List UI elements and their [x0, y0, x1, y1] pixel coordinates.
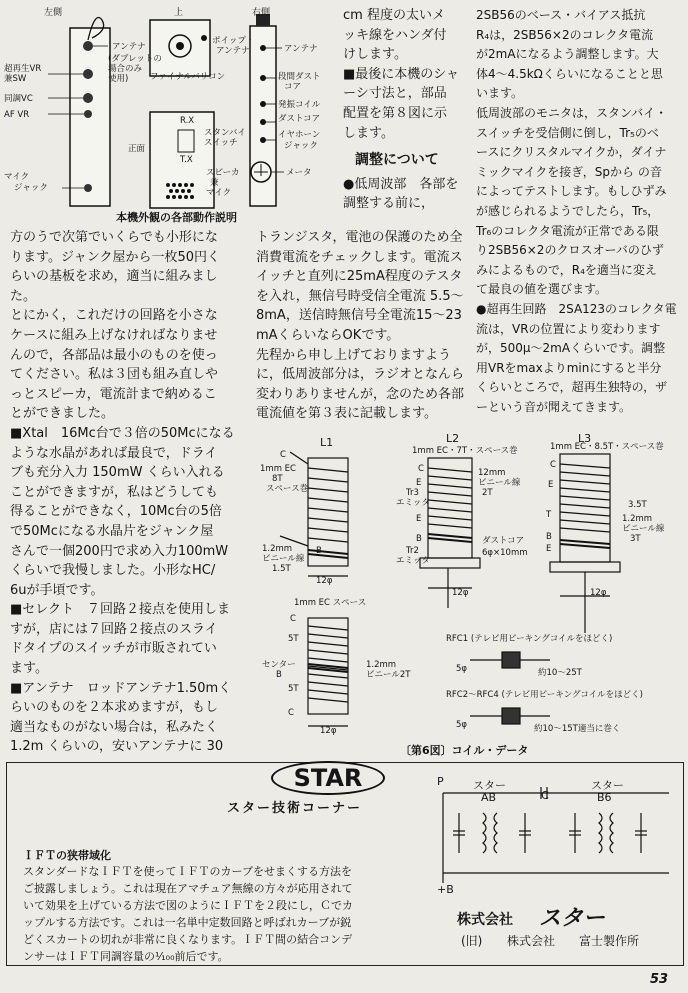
section-heading: 調整について — [355, 152, 439, 169]
coil-l3-label: 12φ — [590, 588, 607, 598]
ift-circuit — [429, 773, 679, 893]
text-line: ■アンテナ ロッドアンテナ1.50mく — [10, 680, 232, 696]
text-line: っとスピーカ，電流計まで納めるこ — [10, 386, 217, 402]
circuit-c: C — [541, 789, 549, 802]
lbl-osc-2: ダストコア — [278, 114, 321, 124]
text-line: 配置を第８図に示 — [343, 105, 448, 121]
coil-l1-label: 12φ — [316, 576, 333, 586]
lbl-earphone-1: イヤホーン — [278, 130, 321, 140]
coil-l4-label: 5T — [288, 634, 299, 644]
former-prefix: 株式会社 — [507, 934, 556, 948]
coil-l1-label: 1mm EC — [260, 464, 296, 474]
coil-l4-label: C — [290, 614, 296, 624]
coil-l4-label: 5T — [288, 684, 299, 694]
text-line: 得ることができなく，10Mc台の5倍 — [10, 504, 222, 520]
lbl-mic-top: マイク — [206, 188, 232, 198]
text-line: んので，各部品は最小のものを使っ — [10, 347, 218, 363]
text-line: さんで一個200円で求め入力100mW — [10, 543, 229, 559]
lbl-tune-vc: 同調VC — [4, 94, 33, 104]
coil-drawing — [250, 428, 688, 758]
text-line: ーシ寸法と，部品 — [343, 86, 447, 102]
text-line: 方のうで次第でいくらでも小形にな — [10, 230, 218, 245]
coil-l3-label: 3T — [630, 534, 641, 544]
coil-l3-label: T — [546, 510, 552, 520]
lbl-final-varicon: ファイナルバリコン — [150, 72, 226, 82]
lbl-meter: メータ — [286, 168, 312, 178]
coil-l1-label: 1.5T — [272, 564, 291, 574]
former-label: (旧) — [461, 934, 483, 948]
coil-l3-label: 1mm EC・8.5T・スペース巻 — [550, 442, 664, 452]
text-line: 調整する前に， — [343, 196, 435, 212]
text-line: 2SB56のベース・バイアス抵抗 — [476, 8, 646, 22]
text-line: らいのものを２本求めますが，もし — [10, 700, 219, 716]
ad-heading: ＩＦＴの狭帯域化 — [23, 849, 111, 862]
rfc2-turns: 約10〜15T適当に巻く — [534, 724, 621, 734]
left-view-title: 左側 — [44, 8, 63, 18]
former-name: 富士製作所 — [579, 934, 640, 948]
text-line: mAくらいならOKです。 — [256, 327, 400, 343]
text-line: ースにクリスタルマイクか，ダイナ — [476, 145, 667, 160]
coil-l1-label: スペース巻 — [266, 484, 309, 494]
text-line: とにかく，これだけの回路を小さな — [10, 308, 218, 324]
text-line: ッキ線をハンダ付 — [343, 27, 447, 43]
text-line: て最良の値を選びます。 — [476, 282, 608, 297]
lbl-rx: R.X — [180, 116, 195, 126]
coil-l2-label: E — [416, 478, 422, 488]
coil-caption: 〔第6図〕コイル・データ — [400, 744, 529, 757]
coil-l1-label: 8T — [272, 474, 283, 484]
text-line: ことができますが，私はどうしても — [10, 484, 219, 500]
lbl-earphone-2: ジャック — [284, 141, 318, 151]
text-line: 用VRをmaxよりminにすると半分 — [476, 360, 662, 375]
text-line: ブも充分入力 150mW くらい入れる — [10, 465, 225, 481]
coil-l2-label: B — [416, 534, 422, 544]
coil-l3-label: ビニール線 — [622, 524, 665, 534]
lbl-speaker: スピーカ — [206, 168, 240, 178]
text-line: どくスカートの切れが非常に良くなります。ＩＦＴ間の結合コンデ — [23, 933, 353, 946]
coil-l2-label: エミッタ — [396, 498, 430, 508]
text-line: 適当なものがない場合は，私みたく — [10, 719, 219, 735]
circuit-right-model: B6 — [597, 791, 612, 804]
lbl-antenna-right: アンテナ — [284, 44, 318, 54]
lbl-antenna-left: アンテナ — [112, 42, 146, 52]
lbl-dust-2: コア — [284, 82, 302, 92]
coil-l4-label: ビニール2T — [366, 670, 411, 680]
text-line: ご披露しましょう。これは現在アマチュア無線の方々が応用されて — [23, 882, 353, 895]
text-line: り2SB56×2のクロスオーバのひず — [476, 243, 664, 258]
circuit-left-name: スター — [473, 779, 506, 792]
coil-l2-name: L2 — [446, 432, 460, 445]
text-line: スイッチを受信側に倒し，Tr₅のベ — [476, 125, 659, 140]
coil-l3-label: E — [548, 480, 554, 490]
coil-l3-label: 3.5T — [628, 500, 647, 510]
top-view-title: 上 — [174, 8, 184, 18]
coil-l2-label: 1mm EC・7T・スペース巻 — [412, 446, 518, 456]
coil-l4-label: 1.2mm — [366, 660, 397, 670]
lbl-doublet-3: 使用) — [108, 74, 129, 84]
text-line: すが，店には７回路２接点のスライ — [10, 621, 218, 637]
text-line: によってテストします。もしひずみ — [476, 184, 667, 199]
text-line: トランジスタ，電池の保護のため全 — [256, 230, 463, 245]
lbl-standby-1: スタンバイ — [204, 128, 246, 138]
col-right-top — [343, 6, 473, 214]
ad-body — [23, 863, 353, 965]
text-line: ケースに組み上げなければなりませ — [10, 327, 218, 343]
text-line: 電流値を第３表に記載します。 — [256, 406, 437, 422]
lbl-whip-2: アンテナ — [216, 46, 250, 56]
coil-l2-label: エミッタ — [396, 556, 430, 566]
lbl-mic: マイク — [4, 172, 30, 182]
lbl-ken: 兼 — [210, 178, 219, 188]
text-line: ような水晶があれば最良で，ドライ — [10, 445, 218, 461]
coil-l4-label: C — [288, 708, 294, 718]
text-line: が感じられるようでしたら，Tr₅， — [476, 203, 660, 218]
text-line: が2mAになるよう調整します。大 — [476, 47, 659, 62]
text-line: 先程から申し上げておりますよう — [256, 347, 452, 363]
right-view-title: 右側 — [252, 8, 271, 18]
text-line: た。 — [10, 288, 37, 304]
lbl-front: 正面 — [128, 144, 146, 154]
text-line: cm 程度の太いメ — [343, 8, 445, 23]
text-line: みによるもので，R₄を適当に変え — [476, 262, 657, 277]
text-line: に，低周波部分は，ラジオとなんら — [256, 367, 465, 383]
lbl-doublet-1: (ダブレットの — [108, 54, 162, 64]
text-line: けします。 — [343, 47, 407, 63]
text-line: スタンダードなＩＦＴを使ってＩＦＴのカーブをせまくする方法を — [23, 865, 353, 878]
col-left — [10, 228, 245, 757]
text-line: 8mA，送信時無信号全電流15〜23 — [256, 308, 462, 324]
circuit-plusb: +B — [437, 883, 454, 896]
coil-l1-label: B — [316, 546, 322, 556]
text-line: てください。私は３団も組み直しや — [10, 367, 219, 383]
coil-l4-label: 1mm EC スペース — [294, 598, 367, 608]
text-line: 1.2m くらいの，安いアンテナに 30 — [10, 739, 224, 755]
coil-l2-label: C — [418, 464, 424, 474]
col-far-right-top — [476, 6, 686, 417]
company-prefix: 株式会社 — [457, 912, 513, 928]
text-line: します。 — [343, 125, 394, 141]
panel-caption: 本機外観の各部動作説明 — [116, 211, 237, 224]
text-line: ●超再生回路 2SA123のコレクタ電 — [476, 301, 677, 316]
figure-panel — [0, 0, 345, 228]
text-line: くらいで我慢しました。小形なHC/ — [10, 563, 216, 579]
coil-l2-label: 12mm — [478, 468, 506, 478]
text-line: ■最後に本機のシャ — [343, 66, 460, 82]
coil-l2-label: Tr2 — [406, 546, 419, 556]
text-line: ーという音が聞えてきます。 — [476, 399, 632, 414]
text-line: ます。 — [10, 661, 48, 677]
text-line: くらいところで，超再生独特の，ザ — [476, 380, 668, 395]
rfc1-dia: 5φ — [456, 664, 468, 674]
lbl-af-vr: AF VR — [4, 110, 30, 120]
text-line: 6uが手頃です。 — [10, 582, 104, 598]
coil-l2-label: ダストコア — [482, 536, 525, 546]
text-line: ります。ジャンク屋から一枚50円く — [10, 249, 220, 265]
text-line: らいの基板を求め，適当に組みまし — [10, 269, 218, 285]
text-line: Tr₆のコレクタ電流が正常である限 — [476, 223, 659, 238]
coil-l2-label: 2T — [482, 488, 493, 498]
col-mid — [256, 228, 481, 424]
page-number: 53 — [650, 972, 669, 987]
coil-l2-label: 6φ×10mm — [482, 548, 528, 558]
text-line: 低周波部のモニタは，スタンバイ・ — [476, 105, 668, 120]
text-line: います。 — [476, 86, 524, 101]
circuit-left-model: AB — [481, 791, 497, 804]
text-line: イッチと直列に25mA程度のテスタ — [256, 269, 463, 285]
text-line: 流は，VRの位置により変わります — [476, 321, 661, 336]
lbl-doublet-2: 場合のみ — [108, 64, 143, 74]
lbl-regen-vr: 超再生VR — [4, 64, 42, 74]
text-line: いて効果を上げている方法で図のようにＩＦＴを２段にし，Ｃでカ — [23, 899, 353, 912]
coil-l3-label: E — [546, 544, 552, 554]
lbl-standby-2: スイッチ — [204, 138, 238, 148]
coil-l1-label: 1.2mm — [262, 544, 293, 554]
lbl-jack: ジャック — [14, 183, 48, 193]
company-logo: スター — [539, 906, 606, 931]
text-line: ■Xtal 16Mc台で３倍の50Mcになる — [10, 425, 235, 441]
coil-l3-label: 1.2mm — [622, 514, 653, 524]
coil-figure — [250, 428, 688, 758]
coil-l4-label: 12φ — [320, 726, 337, 736]
rfc2-dia: 5φ — [456, 720, 468, 730]
circuit-right-name: スター — [591, 779, 624, 792]
coil-l1-label: ビニール線 — [262, 554, 305, 564]
coil-l2-label: 12φ — [452, 588, 469, 598]
text-line: ドタイプのスイッチが市販されてい — [10, 641, 217, 657]
coil-l3-label: C — [550, 460, 556, 470]
circuit-p: P — [437, 775, 444, 788]
text-line: 体4〜4.5kΩくらいになることと思 — [476, 66, 663, 81]
text-line: とができました。 — [10, 406, 115, 422]
rfc1-label: RFC1 (テレビ用ピーキングコイルをほどく) — [446, 634, 613, 644]
lbl-osc-1: 発振コイル — [278, 100, 321, 110]
ad-title: スター技術コーナー — [227, 801, 363, 816]
coil-l4-label: センター — [262, 660, 296, 670]
text-line: 変わりありませんが，念のため各部 — [256, 386, 465, 402]
text-line: ップルする方法です。これは一名単中定数回路と呼ばれカーブが鋭 — [23, 916, 352, 929]
rfc2-label: RFC2〜RFC4 (テレビ用ピーキングコイルをほどく) — [446, 690, 643, 700]
lbl-dust-1: 段間ダスト — [278, 72, 321, 82]
star-logo-oval: STAR — [271, 761, 385, 795]
text-line: ミックマイクを接ぎ，Spから の音 — [476, 164, 662, 179]
text-line: R₄は，2SB56×2のコレクタ電流 — [476, 27, 654, 42]
text-line: ■セレクト ７回路２接点を使用しま — [10, 602, 231, 618]
text-line: を入れ，無信号時受信全電流 5.5〜 — [256, 288, 464, 304]
text-line: ●低周波部 各部を — [343, 176, 459, 192]
coil-l1-label: C — [280, 450, 286, 460]
text-line: ンサーはＩＦＴ同調容量の¹⁄₁₀₀前后です。 — [23, 950, 229, 963]
lbl-tx: T.X — [180, 155, 193, 165]
lbl-regen-sw: 兼SW — [4, 74, 27, 84]
star-ad — [6, 762, 684, 966]
coil-l2-label: E — [416, 514, 422, 524]
coil-l2-label: Tr3 — [406, 488, 419, 498]
text-line: で50Mcになる水晶片をジャンク屋 — [10, 523, 214, 539]
coil-l2-label: ビニール線 — [478, 478, 521, 488]
lbl-whip-1: ポイップ・ — [212, 36, 255, 46]
coil-l3-name: L3 — [578, 432, 592, 445]
coil-l4-label: B — [276, 670, 282, 680]
text-line: 消費電流をチェックします。電流ス — [256, 249, 463, 265]
coil-l3-label: B — [546, 532, 552, 542]
text-line: が，500μ〜2mAくらいです。調整 — [476, 341, 666, 356]
rfc1-turns: 約10〜25T — [538, 668, 582, 678]
coil-l1-name: L1 — [320, 436, 334, 449]
